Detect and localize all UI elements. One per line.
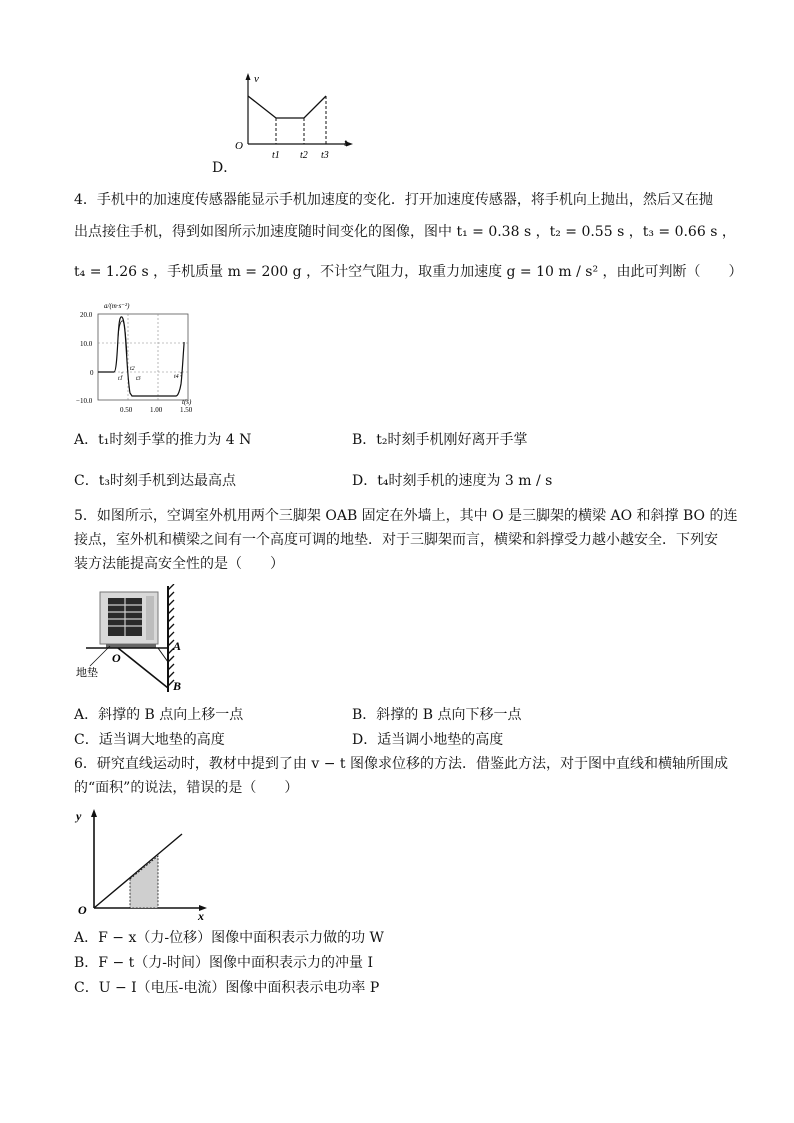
q3-tick-t3: t3 — [321, 150, 329, 161]
q6-axis-x-label: x — [198, 909, 204, 922]
q6-origin-label: O — [78, 903, 87, 917]
q4-stem-line3: t₄ = 1.26 s ，手机质量 m = 200 g ，不计空气阻力，取重力加速度 g = 10 m / s² ，由此可判断（ ） — [74, 264, 743, 280]
label-a: A — [173, 639, 182, 653]
pad-pointer — [90, 646, 110, 666]
q5-stem-line3: 装方法能提高安全性的是（ ） — [74, 556, 284, 572]
q4-xtick-050: 0.50 — [120, 406, 133, 414]
q3-axis-v-label: v — [254, 73, 259, 85]
q4-ytick-0: 0 — [90, 369, 94, 377]
q3-tick-t1: t1 — [272, 150, 280, 161]
label-o: O — [112, 651, 121, 665]
q4-ylabel: a/(m·s⁻²) — [104, 302, 130, 310]
q4-ytick-20: 20.0 — [80, 311, 93, 319]
q4-xtick-100: 1.00 — [150, 406, 163, 414]
q4-acceleration-curve — [98, 317, 184, 396]
q4-chart-svg — [70, 298, 210, 416]
q4-option-d[interactable]: D．t₄时刻手机的速度为 3 m / s — [352, 473, 553, 489]
q6-stem-line1: 6．研究直线运动时，教材中提到了由 v − t 图像求位移的方法．借鉴此方法，对于图中直线和横轴所围成 — [74, 756, 728, 772]
q4-stem-line2: 出点接住手机，得到如图所示加速度随时间变化的图像，图中 t₁ = 0.38 s ，t₂ = 0.55 s ，t₃ = 0.66 s ， — [74, 224, 736, 240]
q4-option-b[interactable]: B．t₂时刻手机刚好离开手掌 — [352, 432, 528, 448]
ac-unit-side — [146, 596, 154, 640]
q3-vt-graph — [210, 72, 370, 172]
q3-option-d-label: D． — [212, 160, 238, 176]
q5-tripod-figure — [74, 584, 194, 696]
q4-acceleration-chart — [70, 298, 210, 416]
q4-ytick-10: 10.0 — [80, 340, 93, 348]
q6-area-graph — [70, 806, 220, 922]
q4-ytick-m10: −10.0 — [76, 397, 93, 405]
q5-stem-line1: 5．如图所示，空调室外机用两个三脚架 OAB 固定在外墙上，其中 O 是三脚架的横梁 AO 和斜撑 BO 的连 — [74, 508, 738, 524]
q3-tick-t2: t2 — [300, 150, 308, 161]
q3-axis-t-label: t — [344, 137, 348, 149]
q4-stem-line1: 4．手机中的加速度传感器能显示手机加速度的变化．打开加速度传感器，将手机向上抛出，然后又在抛 — [74, 192, 713, 208]
q6-y-arrow — [91, 809, 97, 817]
q3-origin-label: O — [235, 140, 243, 152]
brace-bo — [118, 648, 168, 688]
q6-graph-svg — [70, 806, 220, 922]
brace-support — [158, 648, 168, 662]
q3-option-d — [210, 72, 370, 182]
q4-option-c[interactable]: C．t₃时刻手机到达最高点 — [74, 473, 236, 489]
q4-xlabel: t(s) — [182, 398, 192, 406]
q4-mark-t2: t2 — [130, 366, 135, 372]
q6-option-a[interactable]: A．F − x（力-位移）图像中面积表示力做的功 W — [74, 930, 384, 946]
label-b: B — [173, 679, 182, 693]
q6-shaded-area — [130, 856, 158, 908]
q5-option-a[interactable]: A．斜撑的 B 点向上移一点 — [74, 707, 244, 723]
q4-mark-t3: t3 — [136, 376, 141, 382]
q4-xtick-150: 1.50 — [180, 406, 193, 414]
q5-option-c[interactable]: C．适当调大地垫的高度 — [74, 732, 225, 748]
q6-option-b[interactable]: B．F − t（力-时间）图像中面积表示力的冲量 I — [74, 955, 373, 971]
q6-stem-line2: 的“面积”的说法，错误的是（ ） — [74, 780, 299, 796]
q5-figure-svg — [74, 584, 194, 696]
q5-stem-line2: 接点，室外机和横梁之间有一个高度可调的地垫．对于三脚架而言，横梁和斜撑受力越小越安全．下列安 — [74, 532, 718, 548]
q4-mark-t4: t4 — [174, 374, 179, 380]
q5-option-b[interactable]: B．斜撑的 B 点向下移一点 — [352, 707, 522, 723]
q6-axis-y-label: y — [76, 809, 82, 823]
q4-option-a[interactable]: A．t₁时刻手掌的推力为 4 N — [74, 432, 252, 448]
q4-mark-t1: t1 — [118, 376, 123, 382]
q3-v-arrow — [246, 73, 251, 80]
q5-option-d[interactable]: D．适当调小地垫的高度 — [352, 732, 504, 748]
label-pad: 地垫 — [76, 667, 98, 679]
q3-vt-line — [248, 96, 326, 118]
q6-option-c[interactable]: C．U − I（电压-电流）图像中面积表示电功率 P — [74, 980, 380, 996]
q4-chart-frame — [98, 314, 188, 400]
